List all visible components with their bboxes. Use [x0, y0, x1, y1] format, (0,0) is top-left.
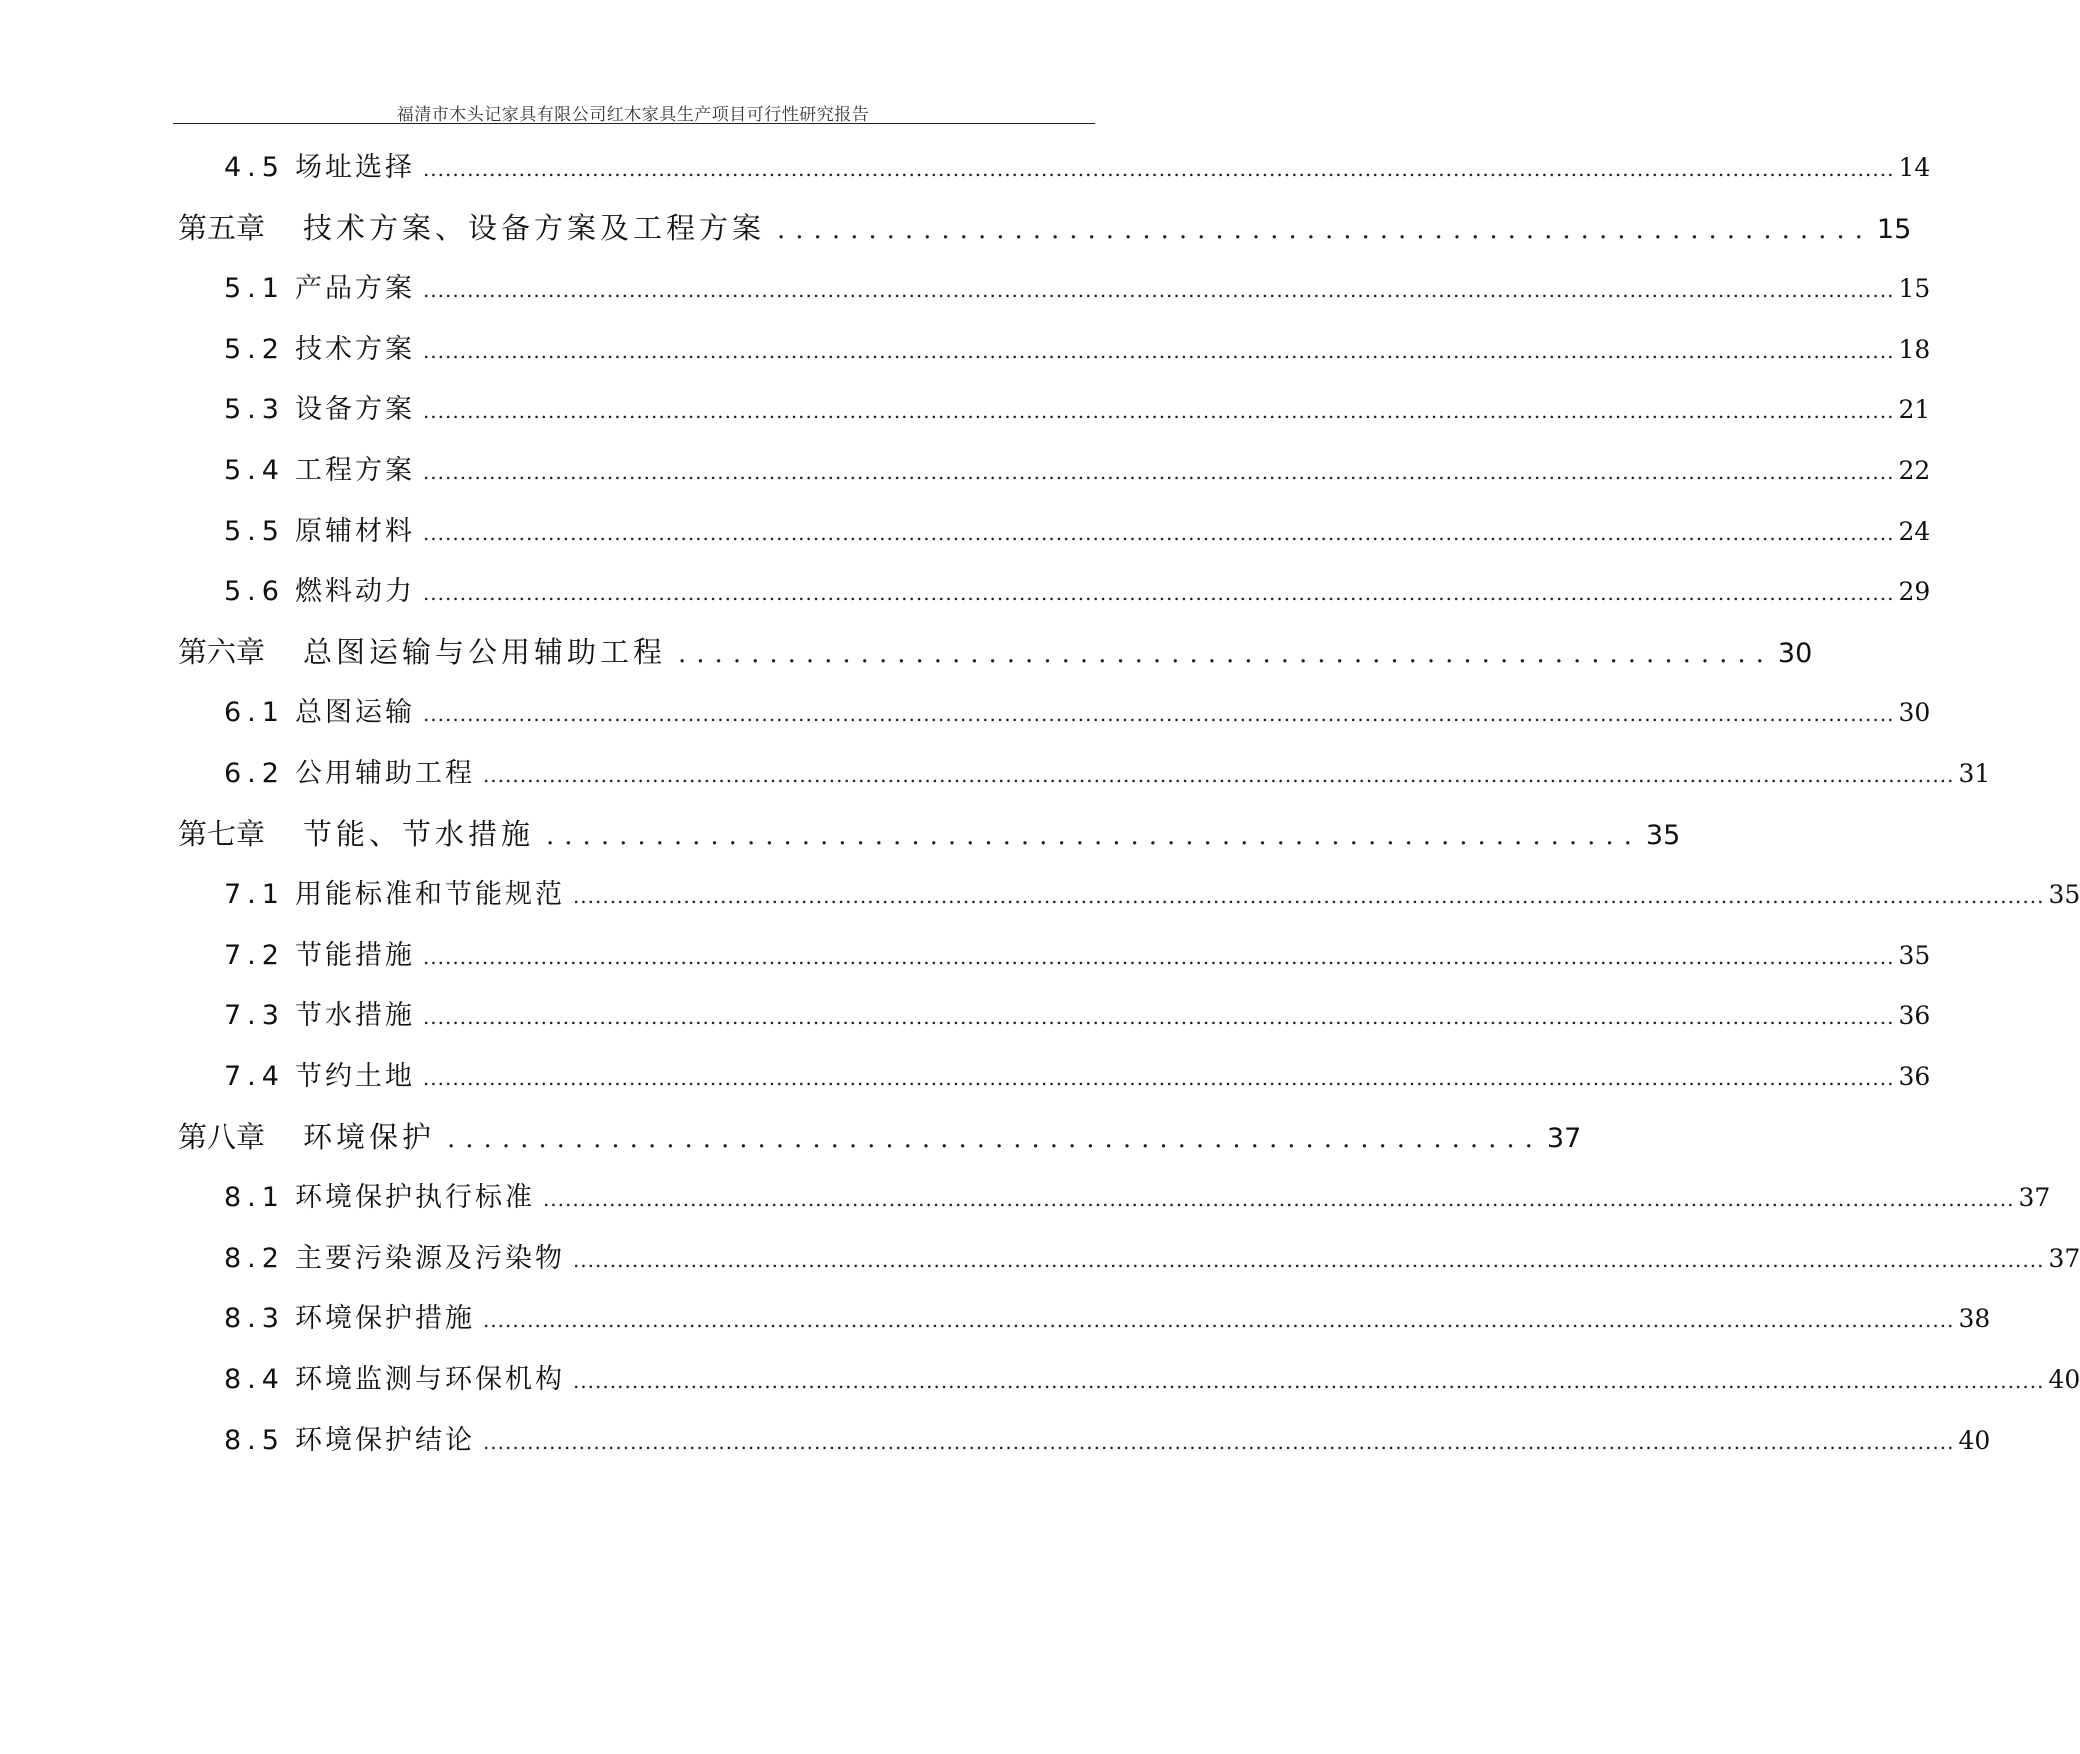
toc-entry-number: 8.2	[224, 1242, 285, 1274]
toc-entry-number: 第八章	[178, 1119, 266, 1154]
toc-entry-number: 8.3	[224, 1303, 285, 1335]
toc-dot-leader: ........................................................................................................................................................................................................	[572, 1369, 2045, 1393]
toc-page-number: 37	[1546, 1122, 1582, 1154]
toc-entry-number: 8.1	[224, 1182, 285, 1214]
toc-dot-leader: ........................................................................................................................................................................................................	[422, 460, 1895, 484]
toc-entry-title: 主要污染源及污染物	[294, 1242, 565, 1274]
toc-entry-number: 7.3	[224, 1000, 285, 1032]
toc-dot-leader: ........................................................................................................................................................................................................	[422, 944, 1895, 969]
toc-dot-leader: ........................................................................................................................................................................................................	[422, 278, 1895, 303]
toc-section-entry[interactable]	[224, 509, 1931, 548]
toc-section-entry[interactable]	[224, 872, 2080, 911]
toc-entry-title: 环境保护执行标准	[294, 1182, 535, 1214]
toc-entry-title: 节水措施	[294, 1000, 415, 1032]
running-header: 福清市木头记家具有限公司红木家具生产项目可行性研究报告	[396, 105, 870, 125]
toc-entry-number: 第六章	[178, 634, 266, 669]
toc-entry-title: 环境监测与环保机构	[294, 1364, 565, 1395]
toc-dot-leader: ........................................................................................................................................................................................................	[542, 1187, 2015, 1212]
toc-page-number: 36	[1898, 1062, 1931, 1091]
toc-entry-title: 节能、节水措施	[303, 816, 535, 851]
toc-page-number: 21	[1898, 395, 1931, 425]
toc-chapter-entry[interactable]	[178, 630, 1813, 671]
toc-section-entry[interactable]	[224, 690, 1931, 729]
toc-dot-leader: ........................................................................................................................................................................................................	[422, 338, 1895, 363]
toc-page-number: 40	[2048, 1365, 2080, 1394]
toc-entry-title: 节约土地	[294, 1061, 415, 1092]
toc-entry-number: 7.2	[224, 939, 285, 971]
toc-section-entry[interactable]	[224, 448, 1931, 487]
toc-section-entry[interactable]	[224, 1418, 1991, 1457]
toc-page-number: 38	[1958, 1304, 1991, 1334]
toc-page-number: 37	[2018, 1183, 2051, 1213]
toc-entry-title: 技术方案	[294, 333, 415, 365]
toc-chapter-entry[interactable]	[178, 812, 1681, 853]
toc-page-number: 35	[1898, 940, 1931, 970]
toc-entry-title: 节能措施	[294, 939, 415, 971]
toc-entry-number: 5.3	[224, 394, 285, 426]
toc-entry-title: 总图运输与公用辅助工程	[303, 634, 667, 669]
toc-dot-leader: ........................................................................................................................................................................................................	[422, 399, 1895, 424]
toc-section-entry[interactable]	[224, 993, 1931, 1032]
toc-entry-title: 用能标准和节能规范	[294, 879, 565, 911]
toc-page-number: 15	[1876, 213, 1912, 245]
toc-dot-leader: ........................................................................................................................................................................................................	[422, 157, 1895, 181]
toc-dot-leader: ............................................................	[447, 1123, 1543, 1154]
toc-entry-number: 第五章	[178, 210, 266, 245]
toc-entry-number: 5.4	[224, 455, 285, 486]
toc-entry-title: 工程方案	[294, 455, 415, 486]
toc-page-number: 22	[1898, 456, 1931, 485]
toc-entry-title: 环境保护结论	[294, 1424, 475, 1456]
toc-dot-leader: ............................................................	[777, 214, 1873, 245]
toc-section-entry[interactable]	[224, 327, 1931, 366]
toc-entry-number: 8.5	[224, 1424, 285, 1456]
toc-dot-leader: ........................................................................................................................................................................................................	[482, 763, 1955, 787]
toc-dot-leader: ........................................................................................................................................................................................................	[422, 520, 1895, 545]
toc-section-entry[interactable]	[224, 266, 1931, 305]
toc-dot-leader: ............................................................	[678, 638, 1774, 669]
toc-page-number: 36	[1898, 1001, 1931, 1031]
toc-entry-title: 产品方案	[294, 273, 415, 305]
toc-entry-title: 原辅材料	[294, 515, 415, 547]
toc-entry-number: 4.5	[224, 152, 285, 183]
toc-page-number: 40	[1958, 1425, 1991, 1455]
toc-entry-title: 环境保护	[303, 1119, 436, 1154]
toc-dot-leader: ........................................................................................................................................................................................................	[482, 1308, 1955, 1333]
toc-entry-title: 总图运输	[294, 697, 415, 729]
toc-page-number: 29	[1898, 577, 1931, 607]
toc-dot-leader: ............................................................	[546, 820, 1642, 851]
toc-dot-leader: ........................................................................................................................................................................................................	[422, 581, 1895, 606]
toc-dot-leader: ........................................................................................................................................................................................................	[572, 884, 2045, 909]
toc-dot-leader: ........................................................................................................................................................................................................	[422, 1066, 1895, 1090]
toc-section-entry[interactable]	[224, 933, 1931, 972]
toc-page-number: 18	[1898, 334, 1931, 364]
toc-chapter-entry[interactable]	[178, 206, 1912, 247]
toc-page-number: 14	[1898, 153, 1931, 182]
toc-entry-number: 7.1	[224, 879, 285, 911]
toc-entry-number: 7.4	[224, 1061, 285, 1092]
toc-section-entry[interactable]	[224, 1054, 1931, 1093]
toc-section-entry[interactable]	[224, 1357, 2080, 1396]
toc-section-entry[interactable]	[224, 1236, 2080, 1275]
toc-entry-title: 公用辅助工程	[294, 758, 475, 789]
toc-page-number: 31	[1958, 759, 1991, 788]
toc-section-entry[interactable]	[224, 1296, 1991, 1335]
toc-page-number: 37	[2048, 1243, 2080, 1273]
toc-entry-title: 燃料动力	[294, 576, 415, 608]
toc-dot-leader: ........................................................................................................................................................................................................	[482, 1429, 1955, 1454]
toc-entry-title: 场址选择	[294, 152, 415, 183]
toc-page-number: 24	[1898, 516, 1931, 546]
toc-entry-title: 设备方案	[294, 394, 415, 426]
toc-entry-number: 第七章	[178, 816, 266, 851]
toc-chapter-entry[interactable]	[178, 1115, 1582, 1156]
toc-dot-leader: ........................................................................................................................................................................................................	[422, 1005, 1895, 1030]
toc-entry-number: 8.4	[224, 1364, 285, 1395]
toc-section-entry[interactable]	[224, 751, 1991, 790]
toc-entry-number: 6.2	[224, 758, 285, 789]
toc-entry-number: 5.5	[224, 515, 285, 547]
toc-page-number: 15	[1898, 274, 1931, 304]
toc-entry-number: 5.1	[224, 273, 285, 305]
toc-section-entry[interactable]	[224, 387, 1931, 426]
toc-entry-number: 6.1	[224, 697, 285, 729]
toc-section-entry[interactable]	[224, 1175, 2051, 1214]
toc-entry-number: 5.2	[224, 333, 285, 365]
toc-page-number: 35	[1645, 819, 1681, 851]
toc-entry-number: 5.6	[224, 576, 285, 608]
toc-dot-leader: ........................................................................................................................................................................................................	[572, 1247, 2045, 1272]
toc-page-number: 30	[1777, 637, 1813, 669]
toc-page-number: 30	[1898, 698, 1931, 728]
toc-section-entry[interactable]	[224, 569, 1931, 608]
toc-dot-leader: ........................................................................................................................................................................................................	[422, 702, 1895, 727]
toc-page-number: 35	[2048, 880, 2080, 910]
toc-section-entry[interactable]	[224, 145, 1931, 184]
toc-entry-title: 环境保护措施	[294, 1303, 475, 1335]
toc-entry-title: 技术方案、设备方案及工程方案	[303, 210, 766, 245]
